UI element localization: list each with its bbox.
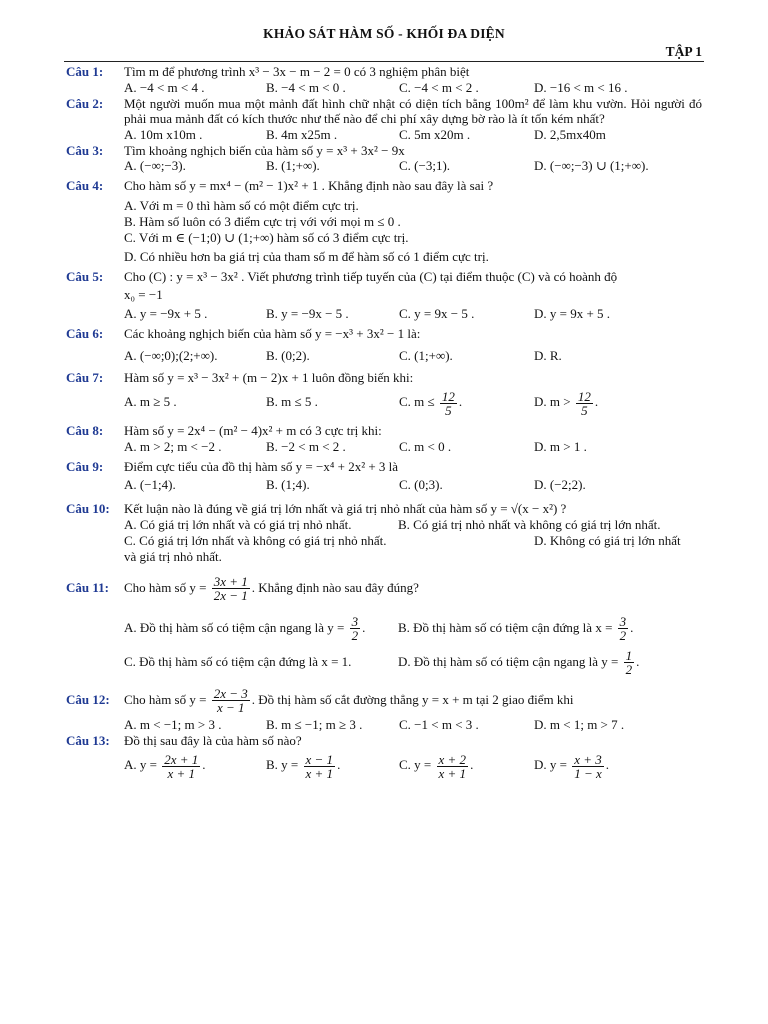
option-a: A. m ≥ 5 . bbox=[124, 394, 177, 409]
options-row bbox=[124, 158, 704, 174]
question-text: Hàm số y = x³ − 3x² + (m − 2)x + 1 luôn đồng biến khi: bbox=[124, 369, 414, 385]
option-c: C. m ≤ $\frac{12}{5}$ . bbox=[399, 388, 463, 418]
question-text: Tìm m để phương trình x³ − 3x − m − 2 = 0 có 3 nghiệm phân biệt bbox=[124, 64, 470, 79]
question-7 bbox=[0, 370, 768, 420]
options-row bbox=[124, 645, 704, 679]
option-a: A. (−∞;−3). bbox=[124, 158, 186, 173]
question-5 bbox=[0, 269, 768, 323]
option-a: A. y = $\frac{2x + 1}{x + 1}$ . bbox=[124, 751, 206, 781]
option-d: D. m > $\frac{12}{5}$ . bbox=[534, 388, 599, 418]
option-b: B. 4m x25m . bbox=[266, 126, 338, 142]
question-text: Cho (C) : y = x³ − 3x² . Viết phương trình tiếp tuyến của (C) tại điểm thuộc (C) và có hoành độ bbox=[124, 268, 618, 284]
options-row bbox=[124, 517, 704, 533]
options-row bbox=[124, 385, 704, 419]
option-b: B. (1;+∞). bbox=[266, 158, 320, 173]
question-list bbox=[0, 64, 768, 782]
option-a: A. m > 2; m < −2 . bbox=[124, 438, 222, 454]
option-a: A. Đồ thị hàm số có tiệm cận ngang là y = $\frac{3}{2}$ . bbox=[124, 614, 366, 644]
option-c: C. (1;+∞). bbox=[399, 347, 453, 363]
question-text-cont: x₀ = −1 bbox=[124, 287, 163, 302]
options-row bbox=[124, 611, 704, 645]
options-row bbox=[124, 439, 704, 455]
question-2 bbox=[0, 96, 768, 143]
question-text: Kết luận nào là đúng về giá trị lớn nhất và giá trị nhỏ nhất của hàm số y = √(x − x²) ? bbox=[124, 501, 567, 516]
option-c: C. (−3;1). bbox=[399, 158, 451, 173]
option-a: A. m < −1; m > 3 . bbox=[124, 716, 222, 732]
option-b: B. Đồ thị hàm số có tiệm cận đứng là x = $\frac{3}{2}$ . bbox=[398, 614, 634, 644]
question-number: Câu 1: bbox=[66, 64, 104, 79]
header-rule bbox=[64, 61, 704, 62]
option-d: D. R. bbox=[534, 347, 562, 363]
option-c: C. m < 0 . bbox=[399, 438, 452, 454]
option-d-cont: và giá trị nhỏ nhất. bbox=[124, 548, 222, 564]
option-b: B. −2 < m < 2 . bbox=[266, 438, 346, 454]
question-number: Câu 13: bbox=[66, 732, 110, 748]
question-number: Câu 9: bbox=[66, 458, 104, 474]
option-d: D. (−2;2). bbox=[534, 477, 586, 492]
question-number: Câu 3: bbox=[66, 142, 104, 158]
option-a: A. y = −9x + 5 . bbox=[124, 306, 208, 321]
options-row bbox=[124, 306, 704, 322]
option-c: C. Với m ∈ (−1;0) ∪ (1;+∞) hàm số có 3 điểm cực trị. bbox=[124, 229, 409, 245]
page-title: KHẢO SÁT HÀM SỐ - KHỐI ĐA DIỆN bbox=[263, 26, 505, 41]
option-d: D. Đồ thị hàm số có tiệm cận ngang là y = $\frac{1}{2}$ . bbox=[398, 648, 640, 678]
question-number: Câu 12: bbox=[66, 691, 110, 707]
question-8 bbox=[0, 423, 768, 455]
option-c: C. −4 < m < 2 . bbox=[399, 79, 479, 95]
option-b: B. y = −9x − 5 . bbox=[266, 306, 349, 321]
option-c: C. y = 9x − 5 . bbox=[399, 306, 475, 321]
option-d: D. y = 9x + 5 . bbox=[534, 306, 611, 321]
option-d: D. −16 < m < 16 . bbox=[534, 79, 628, 95]
option-a: A. −4 < m < 4 . bbox=[124, 79, 205, 95]
question-3 bbox=[0, 143, 768, 175]
option-b: B. y = $\frac{x - 1}{x + 1}$ . bbox=[266, 751, 341, 781]
set-label: TẬP 1 bbox=[665, 44, 702, 59]
options-row bbox=[124, 748, 704, 782]
option-c: C. y = $\frac{x + 2}{x + 1}$ . bbox=[399, 751, 474, 781]
option-d: D. Không có giá trị lớn nhất bbox=[534, 532, 681, 548]
question-4 bbox=[0, 178, 768, 265]
option-b: B. −4 < m < 0 . bbox=[266, 79, 346, 95]
option-c: C. −1 < m < 3 . bbox=[399, 716, 479, 732]
question-number: Câu 4: bbox=[66, 178, 104, 193]
option-a: A. (−1;4). bbox=[124, 477, 176, 492]
option-a: A. (−∞;0);(2;+∞). bbox=[124, 347, 218, 363]
question-number: Câu 2: bbox=[66, 95, 104, 111]
question-12 bbox=[0, 683, 768, 733]
option-d: D. m > 1 . bbox=[534, 438, 587, 454]
question-number: Câu 11: bbox=[66, 579, 109, 595]
options-row bbox=[124, 80, 704, 96]
question-number: Câu 8: bbox=[66, 423, 104, 438]
question-10 bbox=[0, 501, 768, 565]
option-b: B. (1;4). bbox=[266, 477, 310, 492]
options-row bbox=[124, 127, 704, 143]
question-text: Hàm số y = 2x⁴ − (m² − 4)x² + m có 3 cực trị khi: bbox=[124, 423, 382, 438]
option-b: B. m ≤ −1; m ≥ 3 . bbox=[266, 716, 363, 732]
question-9 bbox=[0, 459, 768, 494]
option-c: C. Có giá trị lớn nhất và không có giá trị nhỏ nhất. bbox=[124, 532, 387, 548]
question-number: Câu 6: bbox=[66, 326, 104, 341]
question-number: Câu 10: bbox=[66, 501, 110, 516]
option-b: B. Hàm số luôn có 3 điểm cực trị với với mọi m ≤ 0 . bbox=[124, 213, 401, 229]
option-d: D. y = $\frac{x + 3}{1 - x}$ . bbox=[534, 751, 610, 781]
option-c: C. (0;3). bbox=[399, 477, 443, 492]
option-a: A. 10m x10m . bbox=[124, 126, 203, 142]
options-row bbox=[124, 717, 704, 733]
question-1 bbox=[0, 64, 768, 96]
option-a: A. Với m = 0 thì hàm số có một điểm cực trị. bbox=[124, 197, 359, 213]
question-number: Câu 7: bbox=[66, 369, 104, 385]
option-c: C. Đồ thị hàm số có tiệm cận đứng là x = 1. bbox=[124, 653, 352, 669]
options-row bbox=[124, 348, 704, 364]
option-b: B. (0;2). bbox=[266, 347, 310, 363]
option-d: D. (−∞;−3) ∪ (1;+∞). bbox=[534, 158, 649, 173]
question-6 bbox=[0, 326, 768, 364]
options-row bbox=[124, 477, 704, 493]
question-text: Đồ thị sau đây là của hàm số nào? bbox=[124, 732, 302, 748]
option-d: D. m < 1; m > 7 . bbox=[534, 716, 625, 732]
question-number: Câu 5: bbox=[66, 268, 104, 284]
question-text: Tìm khoảng nghịch biến của hàm số y = x³ + 3x² − 9x bbox=[124, 142, 405, 158]
option-d: D. Có nhiều hơn ba giá trị của tham số m để hàm số có 1 điểm cực trị. bbox=[124, 248, 489, 264]
question-text: Một người muốn mua một mảnh đất hình chữ nhật có diện tích bằng 100m² để làm khu vườn. Hỏi người đó phải mua mảnh đất có kích thước như thế nào để chi phí xây dựng bờ rào là ít tốn kém nhất? bbox=[124, 95, 702, 126]
question-13 bbox=[0, 733, 768, 783]
question-text: Cho hàm số y = $\frac{3x + 1}{2x - 1}$ . Khẳng định nào sau đây đúng? bbox=[124, 574, 419, 604]
option-c: C. 5m x20m . bbox=[399, 126, 471, 142]
option-b: B. m ≤ 5 . bbox=[266, 394, 318, 409]
question-text: Cho hàm số y = mx⁴ − (m² − 1)x² + 1 . Khẳng định nào sau đây là sai ? bbox=[124, 178, 494, 193]
question-11 bbox=[0, 571, 768, 679]
question-text: Các khoảng nghịch biến của hàm số y = −x³ + 3x² − 1 là: bbox=[124, 326, 421, 341]
question-text: Điểm cực tiểu của đồ thị hàm số y = −x⁴ + 2x² + 3 là bbox=[124, 458, 399, 474]
option-d: D. 2,5mx40m bbox=[534, 126, 606, 142]
option-a: A. Có giá trị lớn nhất và có giá trị nhỏ nhất. bbox=[124, 516, 352, 532]
options-row bbox=[124, 533, 704, 549]
option-b: B. Có giá trị nhỏ nhất và không có giá trị lớn nhất. bbox=[398, 516, 661, 532]
question-text: Cho hàm số y = $\frac{2x - 3}{x - 1}$ . Đồ thị hàm số cắt đường thẳng y = x + m tại 2 giao điểm khi bbox=[124, 686, 574, 716]
